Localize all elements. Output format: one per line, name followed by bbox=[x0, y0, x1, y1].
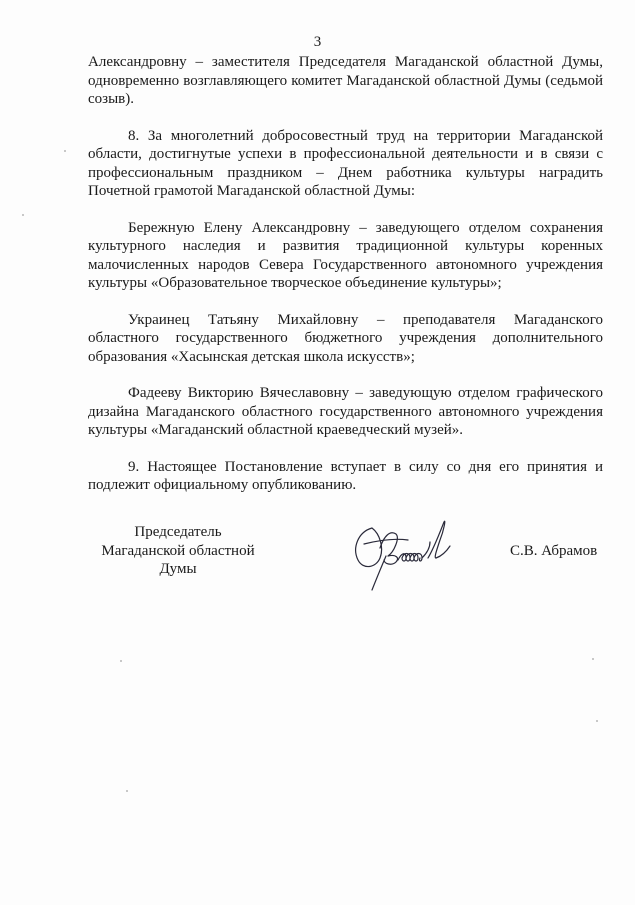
paragraph-awardee-ukrainets: Украинец Татьяну Михайловну – преподавателя Магаданского областного государственного бюджетного учреждения дополнительного образования «Хасынская детская школа искусств»; bbox=[88, 311, 603, 365]
scan-speck bbox=[596, 720, 598, 722]
page-number: 3 bbox=[313, 34, 322, 50]
paragraph-item-9: 9. Настоящее Постановление вступает в силу со дня его принятия и подлежит официальному опубликованию. bbox=[88, 458, 603, 493]
signature-block bbox=[0, 523, 635, 623]
scan-speck bbox=[120, 660, 122, 662]
paragraph-item-8: 8. За многолетний добросовестный труд на территории Магаданской области, достигнутые успехи в профессиональной деятельности и в связи с профессиональным праздником – Днем работника культуры наградить Почетной грамотой Магаданской областной Думы: bbox=[88, 127, 603, 199]
chairman-title bbox=[83, 523, 273, 579]
document-body bbox=[88, 53, 603, 495]
chairman-title-line-1: Председатель bbox=[134, 524, 222, 540]
paragraph-awardee-fadeeva: Фадееву Викторию Вячеславовну – заведующую отделом графического дизайна Магаданского областного государственного автономного учреждения культуры «Магаданский областной краеведческий музей». bbox=[88, 385, 603, 438]
paragraph-awardee-berezhnaya: Бережную Елену Александровну – заведующего отделом сохранения культурного наследия и развития традиционной культуры коренных малочисленных народов Севера Государственного автономного учреждения культуры «Образовательное творческое объединение культуры»; bbox=[88, 219, 603, 291]
scan-speck bbox=[22, 214, 24, 216]
handwritten-signature bbox=[350, 518, 460, 593]
scan-speck bbox=[126, 790, 128, 792]
scan-speck bbox=[592, 658, 594, 660]
chairman-title-line-2: Магаданской областной Думы bbox=[101, 542, 255, 577]
signer-name: С.В. Абрамов bbox=[510, 542, 598, 559]
paragraph-continued: Александровну – заместителя Председателя Магаданской областной Думы, одновременно возглавляющего комитет Магаданской областной Думы (седьмой созыв). bbox=[88, 54, 603, 107]
scan-speck bbox=[64, 150, 66, 152]
